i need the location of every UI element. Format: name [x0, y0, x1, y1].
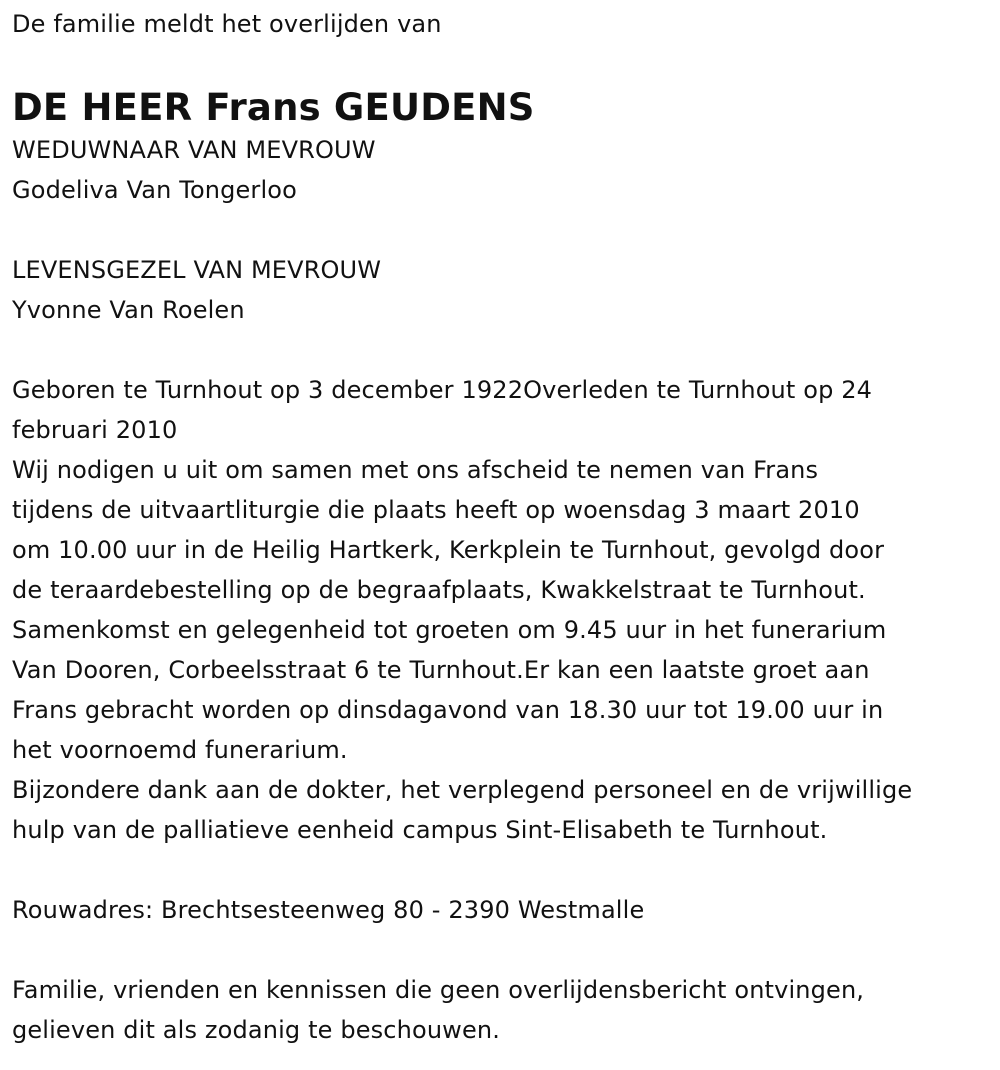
paragraph-line: Geboren te Turnhout op 3 december 1922Overleden te Turnhout op 24: [12, 376, 873, 404]
paragraph-line: tijdens de uitvaartliturgie die plaats heeft op woensdag 3 maart 2010: [12, 496, 860, 524]
spacer: [12, 850, 988, 890]
spacer: [12, 330, 988, 370]
closing-paragraph: [12, 970, 988, 1050]
paragraph-line: de teraardebestelling op de begraafplaats, Kwakkelstraat te Turnhout.: [12, 576, 866, 604]
paragraph-line: hulp van de palliatieve eenheid campus Sint-Elisabeth te Turnhout.: [12, 816, 828, 844]
birth-death-paragraph: [12, 370, 988, 450]
paragraph-line: Van Dooren, Corbeelsstraat 6 te Turnhout.Er kan een laatste groet aan: [12, 656, 870, 684]
relation-2-title: LEVENSGEZEL VAN MEVROUW: [12, 256, 382, 284]
paragraph-line: Frans gebracht worden op dinsdagavond van 18.30 uur tot 19.00 uur in: [12, 696, 884, 724]
paragraph-line: Familie, vrienden en kennissen die geen overlijdensbericht ontvingen,: [12, 976, 865, 1004]
paragraph-line: Wij nodigen u uit om samen met ons afscheid te nemen van Frans: [12, 456, 819, 484]
spacer: [12, 930, 988, 970]
relation-2-name: Yvonne Van Roelen: [12, 296, 245, 324]
spacer: [12, 210, 988, 250]
thanks-paragraph: [12, 770, 988, 850]
ceremony-paragraph: [12, 450, 988, 770]
relation-1-title: WEDUWNAAR VAN MEVROUW: [12, 136, 376, 164]
paragraph-line: Samenkomst en gelegenheid tot groeten om 9.45 uur in het funerarium: [12, 616, 887, 644]
paragraph-line: februari 2010: [12, 416, 178, 444]
relation-1-name: Godeliva Van Tongerloo: [12, 176, 297, 204]
paragraph-line: om 10.00 uur in de Heilig Hartkerk, Kerkplein te Turnhout, gevolgd door: [12, 536, 885, 564]
mourning-address: Rouwadres: Brechtsesteenweg 80 - 2390 Westmalle: [12, 896, 645, 924]
paragraph-line: het voornoemd funerarium.: [12, 736, 348, 764]
paragraph-line: gelieven dit als zodanig te beschouwen.: [12, 1016, 501, 1044]
paragraph-line: Bijzondere dank aan de dokter, het verplegend personeel en de vrijwillige: [12, 776, 913, 804]
intro-text: De familie meldt het overlijden van: [12, 10, 442, 38]
deceased-name: DE HEER Frans GEUDENS: [12, 86, 535, 129]
